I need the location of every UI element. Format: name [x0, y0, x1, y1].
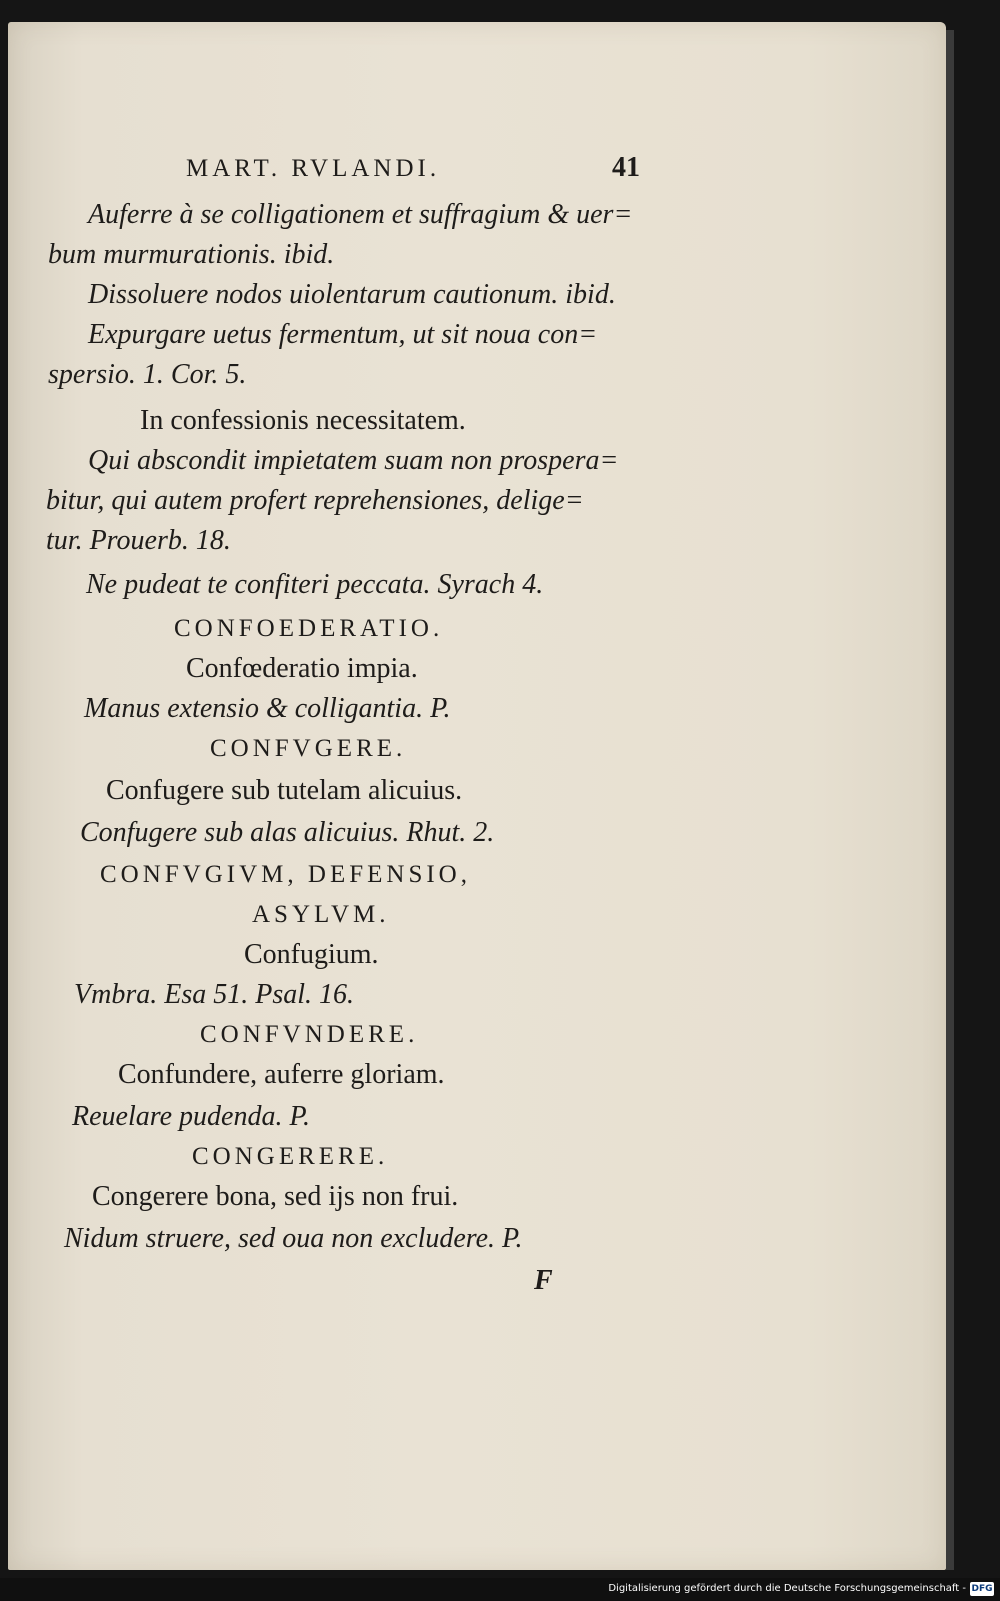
text-line: Qui abscondit impietatem suam non prospera=: [88, 445, 619, 476]
text-line: Auferre à se colligationem et suffragium & uer=: [88, 199, 633, 230]
text-line: Nidum struere, sed oua non excludere. P.: [64, 1223, 523, 1254]
text-line: Reuelare pudenda. P.: [72, 1101, 310, 1132]
text-line: tur. Prouerb. 18.: [46, 525, 231, 556]
folio-number: 41: [612, 152, 640, 183]
text-line: Dissoluere nodos uiolentarum cautionum. ibid.: [88, 279, 616, 310]
text-line: Vmbra. Esa 51. Psal. 16.: [74, 979, 354, 1010]
entry-term: Congerere bona, sed ijs non frui.: [92, 1181, 459, 1212]
entry-heading: CONFVNDERE.: [200, 1021, 419, 1048]
entry-term: Confœderatio impia.: [186, 653, 418, 684]
text-line: Expurgare uetus fermentum, ut sit noua con=: [88, 319, 598, 350]
digitization-footer: [0, 1578, 1000, 1601]
signature-mark: F: [534, 1265, 553, 1296]
entry-heading: CONGERERE.: [192, 1143, 389, 1170]
entry-term: Confugere sub tutelam alicuius.: [106, 775, 463, 806]
text-line: bum murmurationis. ibid.: [48, 239, 335, 270]
dfg-logo: DFG: [971, 1584, 993, 1594]
entry-heading: CONFVGIVM, DEFENSIO,: [100, 861, 471, 888]
entry-term: Confundere, auferre gloriam.: [118, 1059, 445, 1090]
text-line: spersio. 1. Cor. 5.: [48, 359, 247, 390]
text-line: Manus extensio & colligantia. P.: [84, 693, 451, 724]
footer-credit: Digitalisierung gefördert durch die Deutsche Forschungsgemeinschaft -: [608, 1583, 966, 1594]
text-line: Ne pudeat te confiteri peccata. Syrach 4.: [86, 569, 544, 600]
page-edge: [946, 30, 954, 1570]
running-head: MART. RVLANDI.: [186, 155, 441, 182]
entry-heading: CONFOEDERATIO.: [174, 615, 444, 642]
section-heading: In confessionis necessitatem.: [140, 405, 466, 436]
entry-heading: CONFVGERE.: [210, 735, 407, 762]
page-text: [8, 22, 946, 1570]
text-line: bitur, qui autem profert reprehensiones, delige=: [46, 485, 584, 516]
book-page: [8, 22, 946, 1570]
text-line: Confugere sub alas alicuius. Rhut. 2.: [80, 817, 495, 848]
entry-term: Confugium.: [244, 939, 379, 970]
entry-heading: ASYLVM.: [252, 901, 390, 928]
